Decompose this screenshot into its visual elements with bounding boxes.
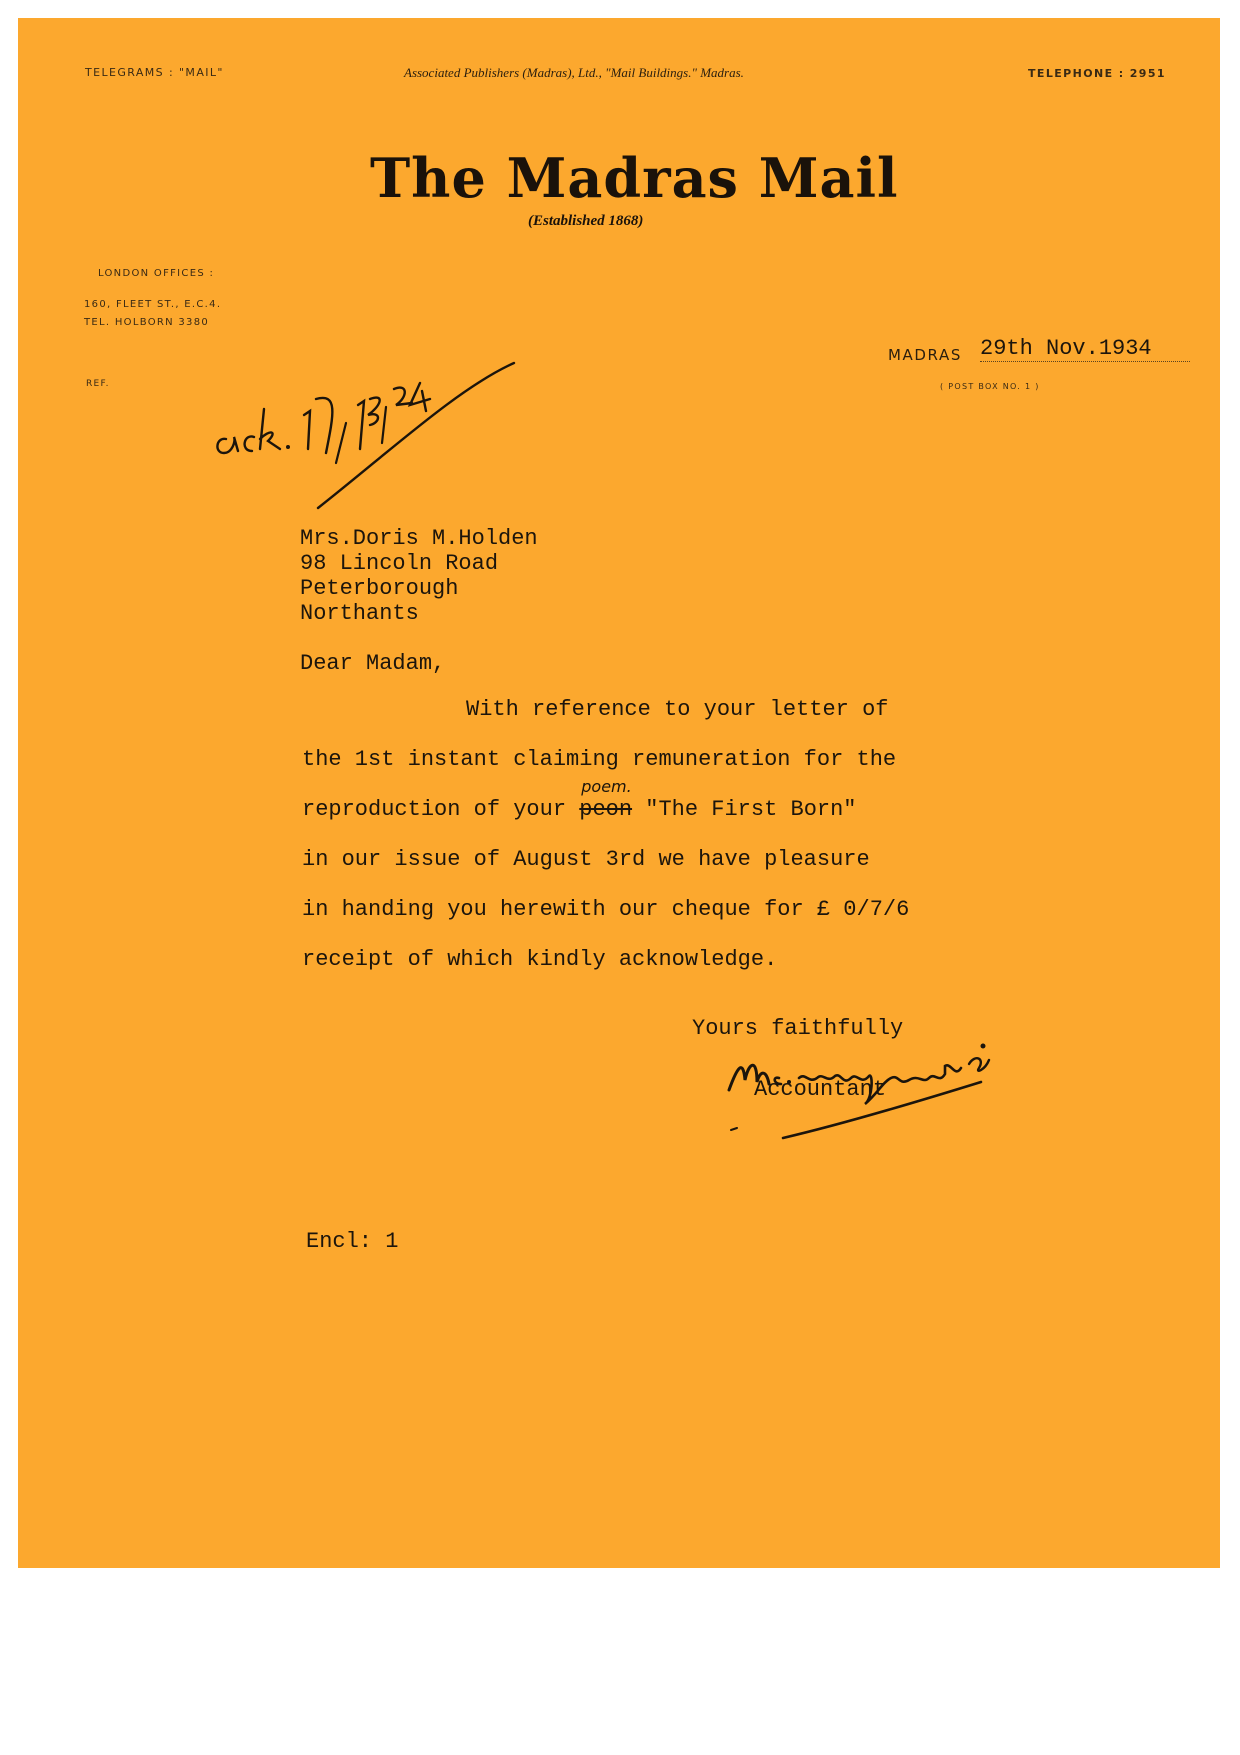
- closing: Yours faithfully: [692, 1016, 904, 1041]
- london-telephone: TEL. HOLBORN 3380: [84, 317, 210, 328]
- established-note: (Established 1868): [528, 213, 644, 229]
- recipient-name: Mrs.Doris M.Holden: [300, 526, 538, 551]
- body-line-5: in handing you herewith our cheque for £ 0/7/6: [302, 897, 910, 922]
- publisher-line: Associated Publishers (Madras), Ltd., "Mail Buildings." Madras.: [404, 65, 744, 80]
- telegrams-line: TELEGRAMS : "MAIL": [85, 66, 224, 79]
- letter-date: 29th Nov.1934: [980, 336, 1190, 362]
- telephone-line: TELEPHONE : 2951: [1028, 67, 1166, 80]
- body-line-3-end: "The First Born": [645, 797, 857, 822]
- handwritten-correction: poem.: [581, 777, 632, 796]
- accountant-title: Accountant: [754, 1077, 887, 1102]
- post-box: ( POST BOX NO. 1 ): [940, 382, 1040, 391]
- struck-word: peon: [579, 797, 633, 822]
- body-line-6: receipt of which kindly acknowledge.: [302, 947, 778, 972]
- recipient-street: 98 Lincoln Road: [300, 551, 499, 576]
- body-line-1: With reference to your letter of: [466, 697, 889, 722]
- acknowledgement-annotation: [208, 353, 568, 523]
- ref-label: REF.: [86, 379, 110, 389]
- struck-word-wrap: [579, 777, 633, 822]
- letter-sheet: [18, 18, 1220, 1568]
- recipient-county: Northants: [300, 601, 419, 626]
- body-line-4: in our issue of August 3rd we have pleasure: [302, 847, 870, 872]
- enclosure-note: Encl: 1: [306, 1229, 399, 1254]
- london-address: 160, FLEET ST., E.C.4.: [84, 299, 222, 310]
- recipient-town: Peterborough: [300, 576, 459, 601]
- city-label: MADRAS: [888, 346, 962, 364]
- london-offices-label: LONDON OFFICES :: [98, 268, 215, 279]
- masthead-title: The Madras Mail: [370, 146, 899, 210]
- salutation: Dear Madam,: [300, 651, 446, 676]
- body-line-3: [302, 777, 857, 822]
- body-line-3-start: reproduction of your: [302, 797, 567, 822]
- body-line-2: the 1st instant claiming remuneration for the: [302, 747, 897, 772]
